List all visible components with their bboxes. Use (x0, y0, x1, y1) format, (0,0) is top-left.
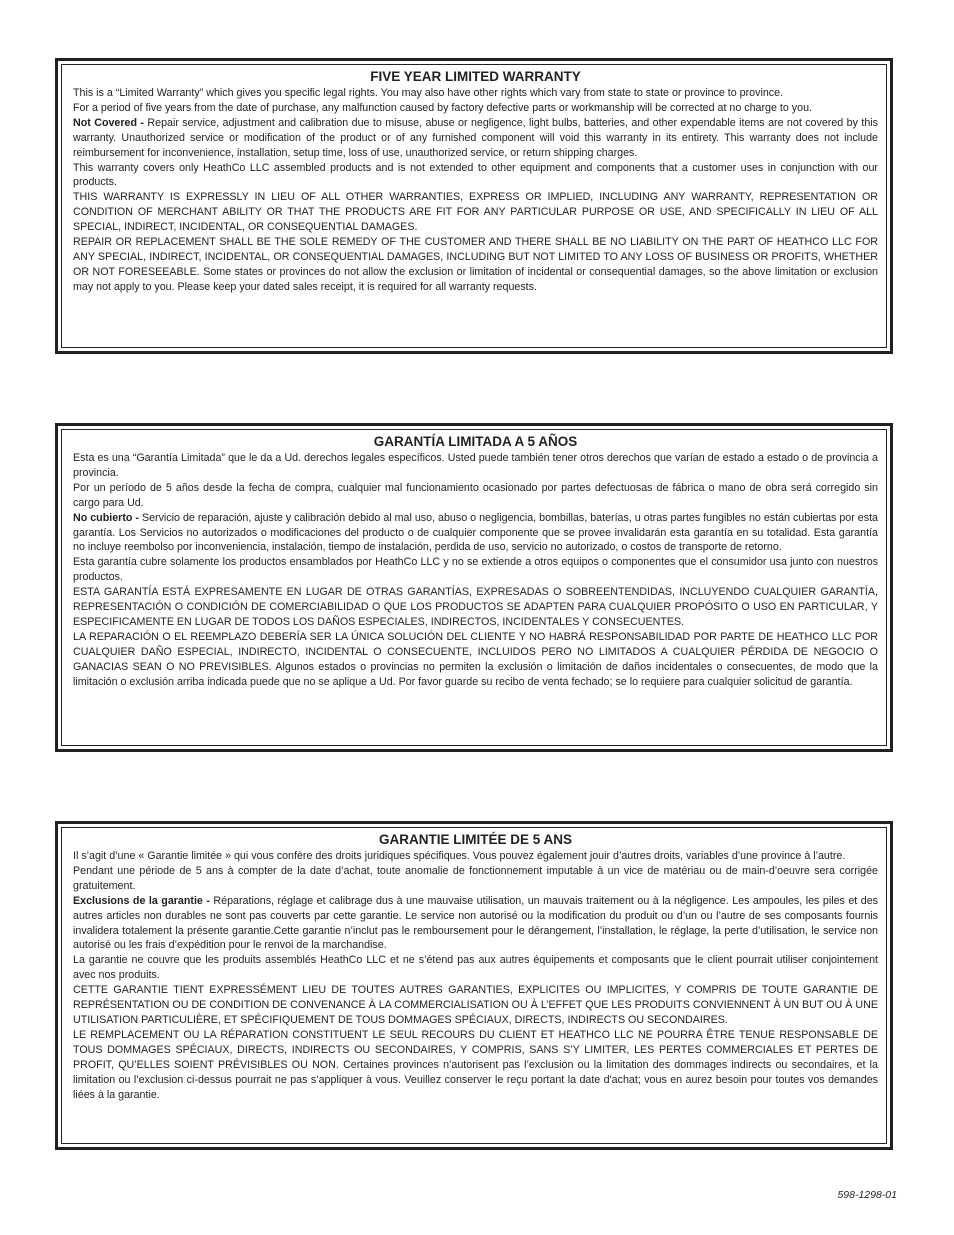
warranty-paragraph: Esta garantía cubre solamente los productos ensamblados por HeathCo LLC y no se extiende a otros equipos o componentes que el consumidor usa junto con nuestros productos. (73, 556, 878, 584)
warranty-box-english (55, 58, 893, 354)
document-number: 598-1298-01 (837, 1189, 897, 1201)
warranty-paragraph: Il s’agit d’une « Garantie limitée » qui vous confère des droits juridiques spécifiques. Vous pouvez également jouir d’autres droits, variables d’une province à l’autre. (73, 850, 846, 862)
not-covered-label: Not Covered - (73, 116, 144, 129)
warranty-paragraph: REPAIR OR REPLACEMENT SHALL BE THE SOLE REMEDY OF THE CUSTOMER AND THERE SHALL BE NO LIABILITY ON THE PART OF HEATHCO LLC FOR ANY SPECIAL, INDIRECT, INCIDENTAL, OR CONSEQUENTIAL DAMAGES, INCLUDING BUT NOT LIMITED TO ANY LOSS OF BUSINESS OR PROFITS, WHETHER OR NOT FORESEEABLE. Some states or provinces do not allow the exclusion or limitation of incidental or consequential damages, so the above limitation or exclusion may not apply to you. Please keep your dated sales receipt, it is required for all warranty requests. (73, 236, 878, 293)
warranty-paragraph: ESTA GARANTÍA ESTÁ EXPRESAMENTE EN LUGAR DE OTRAS GARANTÍAS, EXPRESADAS O SOBREENTENDIDAS, INCLUYENDO CUALQUIER GARANTÍA, REPRESENTACIÓN O CONDICIÓN DE COMERCIABILIDAD O QUE LOS PRODUCTOS SE ADAPTEN PARA CUALQUIER PROPÓSITO O USO EN PARTICULAR, Y ESPECIFICAMENTE EN LUGAR DE TODOS LOS DAÑOS ESPECIALES, INDIRECTOS, INCIDENTALES Y CONSECUENTES. (73, 586, 878, 628)
not-covered-text: Repair service, adjustment and calibration due to misuse, abuse or negligence, light bulbs, batteries, and other expendable items are not covered by this warranty. Unauthorized service or modification of the product or of any furnished component will void this warranty in its entirety. This warranty does not include reimbursement for inconvenience, installation, setup time, loss of use, unauthorized service, or return shipping charges. (73, 116, 879, 159)
warranty-paragraph: LA REPARACIÓN O EL REEMPLAZO DEBERÍA SER LA ÚNICA SOLUCIÓN DEL CLIENTE Y NO HABRÁ RESPONSABILIDAD POR PARTE DE HEATHCO LLC POR CUALQUIER DAÑO ESPECIAL, INDIRECTO, INCIDENTAL O CONSECUENTE, INCLUIDOS PERO NO LIMITADOS A CUALQUIER PÉRDIDA DE NEGOCIO O GANACIAS SEAN O NO PREVISIBLES. Algunos estados o provincias no permiten la exclusión o limitación de daños incidentales o consecuentes, de modo que la limitación o exclusión arriba indicada puede que no se aplique a Ud. Por favor guarde su recibo de venta fechado; se lo requiere para cualquier solicitud de garantía. (73, 630, 878, 688)
warranty-paragraph: Pendant une période de 5 ans à compter de la date d’achat, toute anomalie de fonctionnement imputable à un vice de matériau ou de main-d’oeuvre sera corrigée gratuitement. (73, 864, 878, 892)
warranty-paragraph: Esta es una “Garantía Limitada” que le da a Ud. derechos legales específicos. Usted puede también tener otros derechos que varían de estado a estado o de provincia a provincia. (73, 452, 878, 479)
warranty-box-spanish (55, 423, 893, 752)
warranty-box-inner (61, 64, 887, 348)
warranty-title: FIVE YEAR LIMITED WARRANTY (370, 69, 581, 84)
warranty-paragraph (73, 511, 878, 556)
warranty-paragraph: CETTE GARANTIE TIENT EXPRESSÉMENT LIEU DE TOUTES AUTRES GARANTIES, EXPLICITES OU IMPLICITES, Y COMPRIS DE TOUTE GARANTIE DE REPRÉSENTATION OU DE CONDITION DE CONVENANCE À LA COMMERCIALISATION OU À L’EFFET QUE LES PRODUITS CONVIENNENT À UN BUT OU À UNE UTILISATION PARTICULIÈRE, ET SPÉCIFIQUEMENT DE TOUS DOMMAGES SPÉCIAUX, DIRECTS, INDIRECTS OU SECONDAIRES. (73, 984, 878, 1026)
warranty-box-inner (61, 429, 887, 746)
warranty-title: GARANTIE LIMITÉE DE 5 ANS (378, 832, 572, 847)
warranty-paragraph: LE REMPLACEMENT OU LA RÉPARATION CONSTITUENT LE SEUL RECOURS DU CLIENT ET HEATHCO LLC NE POURRA ÊTRE TENUE RESPONSABLE DE TOUS DOMMAGES SPÉCIAUX, DIRECTS, INDIRECTS OU SECONDAIRES, Y COMPRIS, SANS S’Y LIMITER, LES PERTES COMMERCIALES ET PERTES DE PROFIT, QU’ELLES SOIENT PRÉVISIBLES OU NON. Certaines provinces n’autorisent pas l’exclusion ou la limitation des dommages indirects ou secondaires, et la limitation ou l’exclusion ci-dessus pourrait ne pas s’appliquer à vous. Veuillez conserver le reçu portant la date d'achat; vous en aurez besoin pour toutes vos demandes liées à la garantie. (73, 1028, 878, 1101)
not-covered-label: Exclusions de la garantie - (73, 894, 210, 907)
warranty-paragraph: This is a “Limited Warranty” which gives you specific legal rights. You may also have other rights which vary from state to state or province to province. (73, 87, 784, 99)
not-covered-label: No cubierto - (73, 511, 139, 524)
warranty-box-inner (61, 827, 887, 1144)
warranty-paragraph: THIS WARRANTY IS EXPRESSLY IN LIEU OF ALL OTHER WARRANTIES, EXPRESS OR IMPLIED, INCLUDING ANY WARRANTY, REPRESENTATION OR CONDITION OF MERCHANT ABILITY OR THAT THE PRODUCTS ARE FIT FOR ANY PARTICULAR PURPOSE OR USE, AND SPECIFICALLY IN LIEU OF ALL SPECIAL, INDIRECT, INCIDENTAL, OR CONSEQUENTIAL DAMAGES. (73, 191, 878, 234)
not-covered-text: Réparations, réglage et calibrage dus à une mauvaise utilisation, un mauvais traitement ou à la négligence. Les ampoules, les piles et des autres articles non durables ne sont pas couverts par cette garantie. Le service non autorisé ou la modification du produit ou d’un ou l’autre de ses composants fournis invalidera totalement la présente garantie.Cette garantie n’inclut pas le remboursement pour le dérangement, l’installation, le réglage, la perte d’utilisation, le service non autorisé ou les frais d’expédition pour le renvoi de la marchandise. (73, 894, 879, 952)
warranty-title: GARANTÍA LIMITADA A 5 AÑOS (373, 434, 578, 449)
warranty-paragraph: For a period of five years from the date of purchase, any malfunction caused by factory defective parts or workmanship will be corrected at no charge to you. (73, 101, 812, 114)
warranty-paragraph: Por un período de 5 años desde la fecha de compra, cualquier mal funcionamiento ocasionado por partes defectuosas de fábrica o mano de obra será corregido sin cargo para Ud. (73, 481, 878, 509)
warranty-box-french (55, 821, 893, 1150)
not-covered-text: Servicio de reparación, ajuste y calibración debido al mal uso, abuso o negligencia, bombillas, baterías, u otras partes fungibles no están cubiertas por esta garantía. Los Servicios no autorizados o modificaciones del producto o de cualquier componente que se provee invalidarán esta garantía en su totalidad. Esta garantía no incluye reembolso por inconveniencia, instalación, tiempo de instalación, perdida de uso, servicio no autorizado, o costos de transporte de retorno. (73, 511, 878, 554)
warranty-paragraph (73, 116, 878, 161)
warranty-paragraph (73, 894, 878, 954)
warranty-paragraph: La garantie ne couvre que les produits assemblés HeathCo LLC et ne s’étend pas aux autres équipements et composants que le client pourrait utiliser conjointement avec nos produits. (73, 954, 878, 982)
warranty-paragraph: This warranty covers only HeathCo LLC assembled products and is not extended to other equipment and components that a customer uses in conjunction with our products. (73, 161, 878, 189)
